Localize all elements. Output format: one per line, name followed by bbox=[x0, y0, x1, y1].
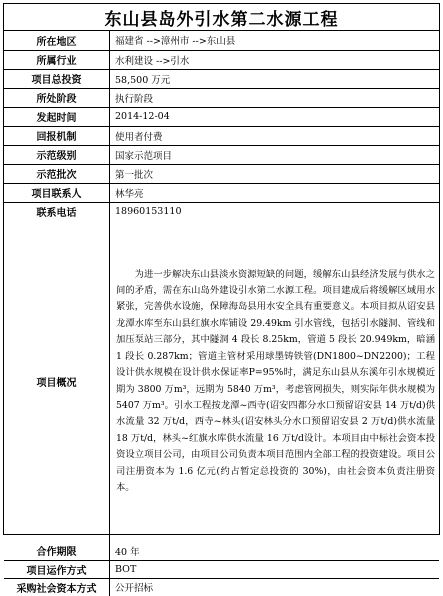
row-value: 福建省 -->漳州市 -->东山县 bbox=[110, 31, 440, 50]
table-row bbox=[4, 560, 439, 578]
row-value: 使用者付费 bbox=[110, 126, 440, 145]
table-row bbox=[4, 542, 439, 560]
table-row bbox=[4, 50, 439, 69]
table-row bbox=[4, 31, 439, 50]
row-label: 发起时间 bbox=[4, 107, 110, 126]
row-label: 联系电话 bbox=[4, 202, 110, 221]
project-info-table bbox=[4, 31, 439, 596]
row-value: 公开招标 bbox=[115, 583, 154, 595]
row-label: 合作期限 bbox=[4, 542, 110, 560]
row-value: 林华亮 bbox=[110, 183, 440, 202]
row-label: 采购社会资本方式 bbox=[4, 578, 110, 596]
project-info-sheet bbox=[3, 3, 440, 595]
row-value: 58,500 万元 bbox=[110, 69, 440, 88]
row-value: 执行阶段 bbox=[110, 88, 440, 107]
overview-text: 为进一步解决东山县淡水资源短缺的问题，缓解东山县经济发展与供水之间的矛盾，需在东山岛外建设引水第二水源工程。项目建成后将缓解区域用水紧张，完善供水设施，保障海岛县用水安全具有重要意义。本项目拟从诏安县龙潭水库至东山县红旗水库铺设 29.49km 引水管线，包括引水隧洞、管线和加压泵站三部分，其中隧洞 4 段长 8.25km，管道 5 段长 20.949km，暗涵 1 段长 0.287km；管道主管材采用球墨铸铁管(DN1800~DN2200)；工程设计供水规模在设计供水保证率P=95%时，满足东山县从东溪年引水规模近期为 3800 万m³，远期为 5840 万m³，考虑管网损失，则实际年供水规模为 5407 万m³。引水工程按龙潭~西寺(诏安四都分水口预留诏安县 14 万t/d)供水流量 32 万t/d，西寺~林头(诏安林头分水口预留诏安县 2 万t/d)供水流量 18 万t/d，林头~红旗水库供水流量 16 万t/d设计。本项目由中标社会资本投资设立项目公司，由项目公司负责本项目范围内全部工程的投资建设。项目公司注册资本为 1.6 亿元(约占暂定总投资的 30%)，由社会资本负责注册资本。 bbox=[116, 268, 435, 493]
row-label: 示范级别 bbox=[4, 145, 110, 164]
row-label: 项目总投资 bbox=[4, 69, 110, 88]
row-label: 项目联系人 bbox=[4, 183, 110, 202]
table-row bbox=[4, 145, 439, 164]
table-row bbox=[4, 164, 439, 183]
row-label: 所处阶段 bbox=[4, 88, 110, 107]
table-row-overview bbox=[4, 221, 439, 542]
table-row bbox=[4, 183, 439, 202]
row-label: 项目运作方式 bbox=[4, 560, 110, 578]
table-row bbox=[4, 578, 439, 596]
row-label: 所属行业 bbox=[4, 50, 110, 69]
row-label: 回报机制 bbox=[4, 126, 110, 145]
row-label: 示范批次 bbox=[4, 164, 110, 183]
row-label: 所在地区 bbox=[4, 31, 110, 50]
table-row bbox=[4, 88, 439, 107]
table-row bbox=[4, 202, 439, 221]
table-row bbox=[4, 107, 439, 126]
table-row bbox=[4, 126, 439, 145]
row-value: 水利建设 -->引水 bbox=[110, 50, 440, 69]
row-value: 国家示范项目 bbox=[110, 145, 440, 164]
row-value: 18960153110 bbox=[115, 206, 182, 218]
row-value: 2014-12-04 bbox=[110, 107, 440, 126]
document-title: 东山县岛外引水第二水源工程 bbox=[4, 4, 439, 31]
overview-label: 项目概况 bbox=[4, 221, 110, 542]
row-value: BOT bbox=[110, 560, 440, 578]
row-value: 第一批次 bbox=[110, 164, 440, 183]
row-value: 40 年 bbox=[110, 542, 440, 560]
table-row bbox=[4, 69, 439, 88]
